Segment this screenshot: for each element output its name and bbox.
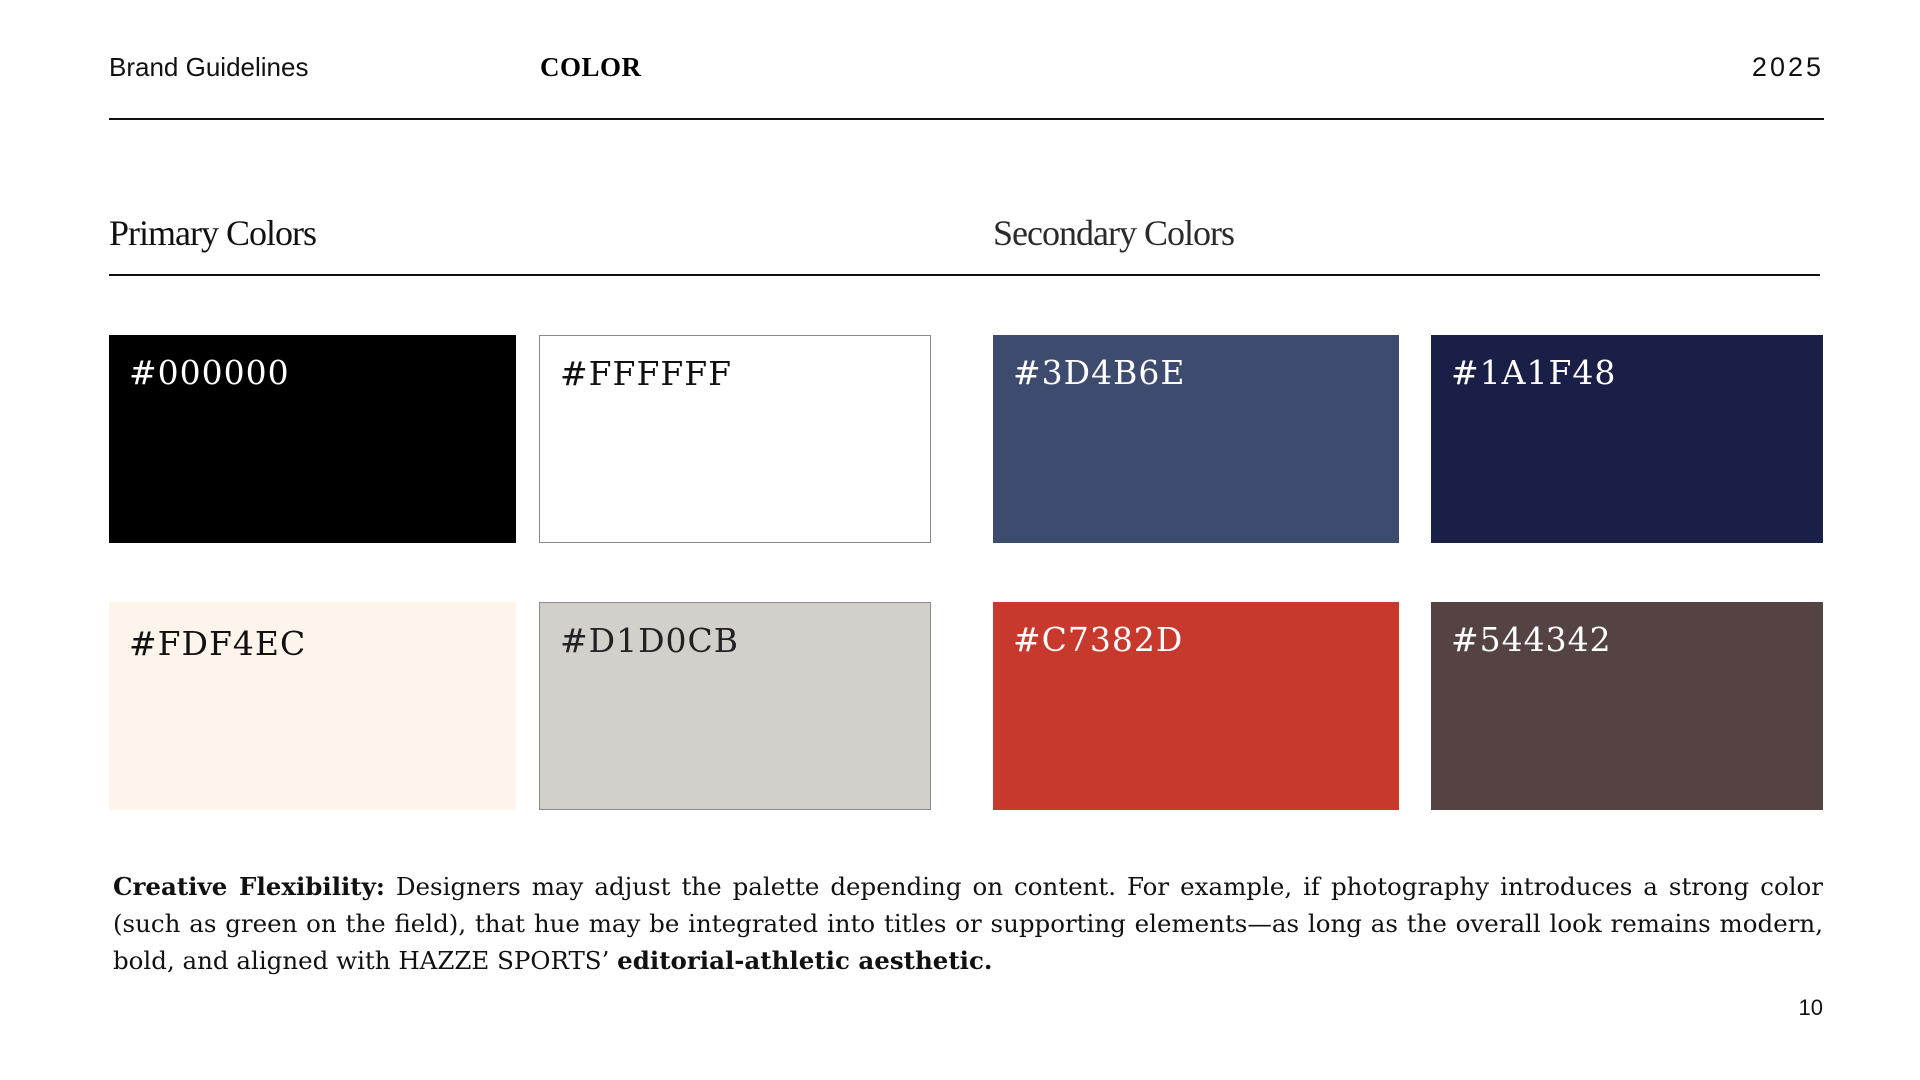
swatch-slate-blue — [993, 335, 1399, 543]
swatch-cream — [109, 602, 516, 810]
swatch-hex-label: #3D4B6E — [1013, 353, 1186, 392]
swatch-black — [109, 335, 516, 543]
section-divider — [109, 274, 1820, 276]
swatch-hex-label: #D1D0CB — [560, 621, 740, 660]
swatch-white — [539, 335, 931, 543]
header-divider — [109, 118, 1824, 120]
primary-colors-title: Primary Colors — [109, 213, 316, 253]
note-lead: Creative Flexibility: — [113, 872, 385, 901]
swatch-red — [993, 602, 1399, 810]
swatch-hex-label: #C7382D — [1013, 620, 1184, 659]
creative-flexibility-note — [113, 868, 1823, 979]
swatch-hex-label: #1A1F48 — [1451, 353, 1617, 392]
swatch-hex-label: #544342 — [1451, 620, 1612, 659]
swatch-hex-label: #000000 — [129, 353, 290, 392]
swatch-brown — [1431, 602, 1823, 810]
section-heading: COLOR — [540, 52, 642, 82]
note-body: Designers may adjust the palette depending on content. For example, if photography introduces a strong color (such as green on the field), that hue may be integrated into titles or supporting elements—as long as the overall look remains modern, bold, and aligned with HAZZE SPORTS’ — [113, 872, 1823, 975]
swatch-hex-label: #FFFFFF — [560, 354, 733, 393]
year-label: 2025 — [1751, 52, 1824, 82]
swatch-light-gray — [539, 602, 931, 810]
page-number: 10 — [1798, 995, 1823, 1020]
document-title: Brand Guidelines — [109, 52, 309, 82]
note-emphasis: editorial-athletic aesthetic. — [617, 946, 993, 975]
secondary-colors-title: Secondary Colors — [993, 213, 1234, 253]
swatch-hex-label: #FDF4EC — [129, 624, 307, 663]
swatch-navy — [1431, 335, 1823, 543]
